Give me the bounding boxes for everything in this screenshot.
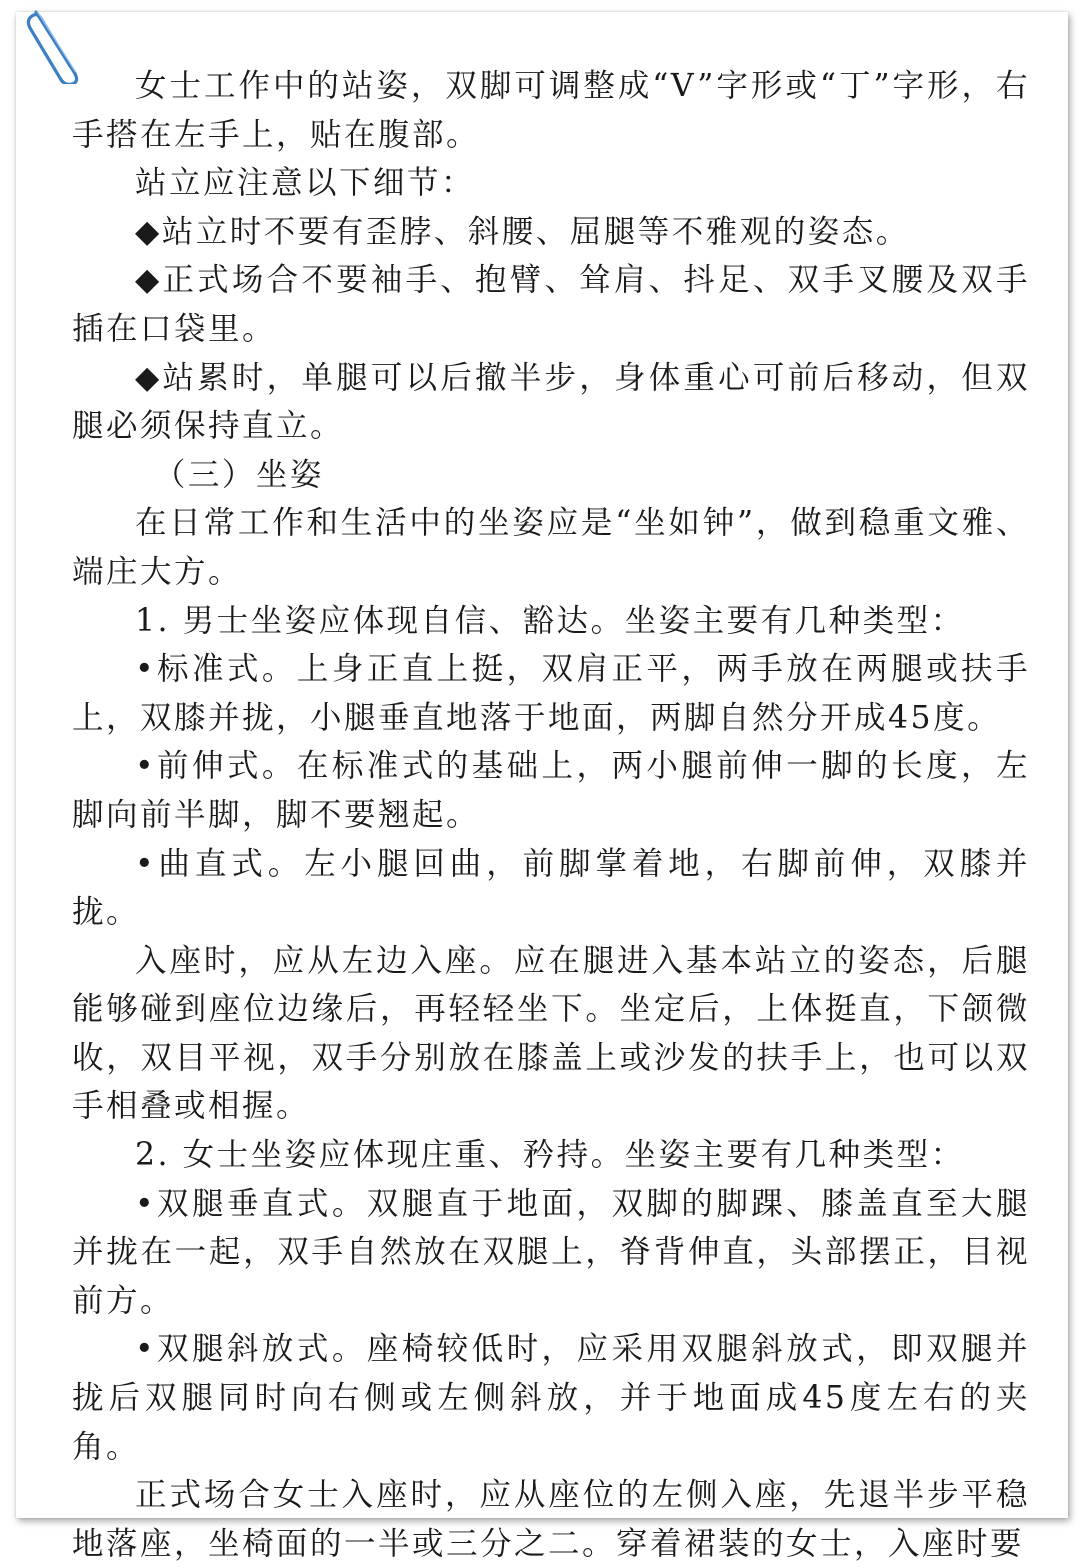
paragraph-men-seating-procedure: 入座时，应从左边入座。应在腿进入基本站立的姿态，后腿能够碰到座位边缘后，再轻轻坐下。坐定后，上体挺直，下颌微收，双目平视，双手分别放在膝盖上或沙发的扶手上，也可以双手相叠或相握。 [72,942,1030,1125]
paragraph-women-sitting: 2. 女士坐姿应体现庄重、矜持。坐姿主要有几种类型： [135,1137,965,1174]
bullet-slanted-legs-style: •双腿斜放式。座椅较低时，应采用双腿斜放式，即双腿并拢后双腿同时向右侧或左侧斜放，并于地面成45度左右的夹角。 [72,1331,1030,1465]
document-body [72,62,1030,1568]
paragraph-sitting-intro: 在日常工作和生活中的坐姿应是“坐如钟”，做到稳重文雅、端庄大方。 [72,505,1030,590]
paragraph-standing-women: 女士工作中的站姿，双脚可调整成“V”字形或“丁”字形，右手搭在左手上，贴在腹部。 [72,68,1030,153]
bullet-standard-style: •标准式。上身正直上挺，双肩正平，两手放在两腿或扶手上，双膝并拢，小腿垂直地落于地面，两脚自然分开成45度。 [72,651,1030,736]
paragraph-women-seating-procedure: 正式场合女士入座时，应从座位的左侧入座，先退半步平稳地落座，坐椅面的一半或三分之二。穿着裙装的女士，入座时要 [72,1477,1030,1562]
bullet-no-bad-posture: ◆站立时不要有歪脖、斜腰、屈腿等不雅观的姿态。 [135,213,910,250]
bullet-forward-style: •前伸式。在标准式的基础上，两小腿前伸一脚的长度，左脚向前半脚，脚不要翘起。 [72,748,1030,833]
bullet-formal-occasions: ◆正式场合不要袖手、抱臂、耸肩、抖足、双手叉腰及双手插在口袋里。 [72,262,1030,347]
bullet-tired-standing: ◆站累时，单腿可以后撤半步，身体重心可前后移动，但双腿必须保持直立。 [72,359,1030,445]
section-heading-sitting: （三）坐姿 [153,456,324,493]
paragraph-men-sitting: 1. 男士坐姿应体现自信、豁达。坐姿主要有几种类型： [135,602,965,639]
bullet-vertical-legs-style: •双腿垂直式。双腿直于地面，双脚的脚踝、膝盖直至大腿并拢在一起，双手自然放在双腿上，脊背伸直，头部摆正，目视前方。 [72,1185,1030,1319]
paragraph-standing-details-intro: 站立应注意以下细节： [135,165,476,202]
bullet-bent-straight-style: •曲直式。左小腿回曲，前脚掌着地，右脚前伸，双膝并拢。 [72,845,1030,931]
